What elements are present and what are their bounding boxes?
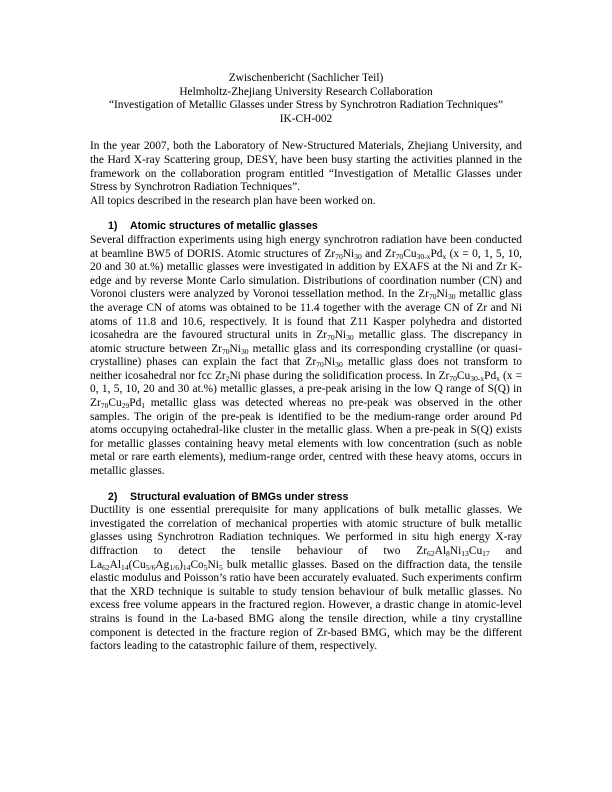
subscript: 30: [447, 292, 456, 302]
subscript: 70: [316, 360, 324, 370]
text-run: (x = 0, 1, 5, 10, 20 and 30 at.%) metallic glasses, a pre-peak arising in the low Q range of S(Q) in Zr: [90, 369, 522, 410]
text-run: Ni: [229, 342, 241, 355]
text-run: Pd: [430, 247, 443, 260]
subscript: x: [442, 251, 447, 261]
subscript: 70: [335, 251, 343, 261]
text-run: Al: [434, 545, 447, 557]
subscript: 8: [446, 549, 450, 558]
subscript: x: [496, 373, 500, 383]
text-run: Co: [190, 558, 204, 571]
subscript: 62: [427, 549, 435, 558]
text-run: (x = 0, 1, 5, 10, 20 and 30 at.%) metallic glasses were investigated in addition by EXAFS at the Ni and Zr K-edge and by reverse Monte Carlo simulation. Distributions of coordination number (CN) and Voronoi clusters were analyzed by Voronoi tessellation method. In the Zr: [90, 247, 522, 301]
text-run: Ni: [334, 329, 347, 342]
subscript: 1/6: [169, 562, 180, 572]
intro-section: [90, 140, 522, 208]
subscript: 5/6: [145, 562, 156, 572]
section-1-body: [90, 234, 522, 479]
subscript: 30: [335, 360, 343, 370]
section-2-title: Structural evaluation of BMGs under stress: [130, 490, 349, 503]
subscript: 5: [203, 562, 208, 572]
intro-note: All topics described in the research plan have been worked on.: [90, 194, 376, 207]
text-run: Cu: [456, 369, 471, 382]
text-run: metallic glass and its corresponding crystalline (or quasi-crystalline) phases can explain the fact that Zr: [90, 342, 522, 369]
text-run: Several diffraction experiments using high energy synchrotron radiation have been conducted at beamline BW5 of DORIS. Atomic structures of Zr: [90, 233, 522, 260]
text-run: and Zr: [361, 247, 396, 260]
subscript: 70: [221, 346, 230, 356]
text-run: metallic glass. The discrepancy in atomic structure between Zr: [90, 329, 523, 355]
subscript: 13: [461, 549, 469, 558]
subscript: 30: [346, 333, 354, 343]
subscript: 70: [395, 251, 404, 261]
subscript: 70: [449, 373, 457, 383]
subscript: 5: [218, 562, 223, 572]
text-run: Cu: [108, 397, 122, 410]
section-1-title: Atomic structures of metallic glasses: [130, 220, 318, 233]
text-run: Ni: [449, 545, 462, 557]
text-run: Ni: [323, 356, 336, 369]
section-2-number: 2): [108, 490, 118, 503]
project-code-line: IK-CH-002: [279, 112, 333, 125]
subscript: 14: [121, 562, 129, 572]
subscript: 70: [100, 401, 109, 411]
subscript: 17: [482, 549, 490, 558]
text-run: Ni: [342, 247, 355, 260]
text-run: (Cu: [128, 558, 146, 571]
subscript: 62: [102, 562, 110, 572]
section-2-body: [90, 504, 522, 654]
section-1-number: 1): [108, 220, 118, 233]
subscript: 70: [428, 292, 437, 302]
text-run: Pd: [484, 369, 497, 382]
section-1-heading: [90, 220, 522, 234]
text-run: metallic glass does not transform to neither icosahedral nor fcc Zr: [90, 356, 522, 382]
text-run: Al: [109, 558, 122, 571]
text-run: Ni phase during the solidification process. In Zr: [229, 369, 450, 382]
subscript: 30-x: [470, 373, 485, 383]
text-run: ): [179, 558, 183, 571]
text-run: and La: [90, 545, 523, 571]
collaboration-line: Helmholtz-Zhejiang University Research Collaboration: [179, 85, 433, 98]
subscript: 1: [141, 401, 146, 411]
subscript: 14: [182, 562, 191, 572]
section-2-heading: [90, 491, 522, 505]
text-run: Cu: [403, 247, 417, 260]
subscript: 30: [240, 346, 249, 356]
text-run: metallic glass was detected whereas no pre-peak was observed in the other samples. The origin of the pre-peak is identified to be the medium-range order around Pd atoms occupying octahedral-like cluster in the metallic glass. When a pre-peak in S(Q) exists for metallic glasses containing heavy metal elements with low concentration (such as noble metal or rare earth elements), medium-range order, centred with these heavy atoms, occurs in metallic glasses.: [90, 397, 522, 478]
text-run: Ni: [207, 558, 219, 571]
text-run: bulk metallic glasses. Based on the diffraction data, the tensile elastic modulus and Poisson’s ratio have been accurately evaluated. Such experiments confirm that the XRD technique is suitable to study tension behaviour of bulk metallic glasses. No excess free volume appears in the fractured region. However, a drastic change in atomic-level strains is found in the La-based BMG along the tensile direction, while a tiny crystalline component is detected in the fracture region of Zr-based BMG, which may be the different factors leading to the catastrophic failure of them, respectively.: [90, 558, 522, 653]
subscript: 30: [354, 251, 362, 261]
subscript: 70: [327, 333, 335, 343]
project-title-line: “Investigation of Metallic Glasses under Stress by Synchrotron Radiation Techniques”: [108, 99, 504, 112]
intro-paragraph: In the year 2007, both the Laboratory of New-Structured Materials, Zhejiang University, and the Hard X-ray Scattering group, DESY, have been busy starting the activities planned in the framework on the collaboration program entitled “Investigation of Metallic Glasses under Stress by Synchrotron Radiation Techniques”.: [90, 140, 522, 194]
subscript: 30-x: [416, 251, 431, 261]
subscript: 29: [121, 401, 130, 411]
text-run: Ductility is one essential prerequisite for many applications of bulk metallic glasses. We investigated the correlation of mechanical properties with atomic structure of bulk metallic glasses using Synchrotron Radiation techniques. We performed in situ high energy X-ray diffraction to detect the tensile behaviour of two Zr: [90, 504, 522, 557]
report-type-line: Zwischenbericht (Sachlicher Teil): [228, 72, 384, 84]
report-header: [90, 72, 522, 126]
text-run: Pd: [129, 397, 142, 410]
text-run: Ni: [436, 288, 448, 301]
text-run: Ag: [155, 558, 170, 571]
text-run: Cu: [468, 545, 483, 557]
subscript: 2: [225, 373, 230, 383]
text-run: metallic glass the average CN of atoms was obtained to be 11.4 together with the average CN of Zr and Ni atoms of 11.8 and 10.6, respectively. It is found that Z11 Kasper polyhedra and distorted icosahedra are the favoured structural units in Zr: [90, 288, 523, 342]
